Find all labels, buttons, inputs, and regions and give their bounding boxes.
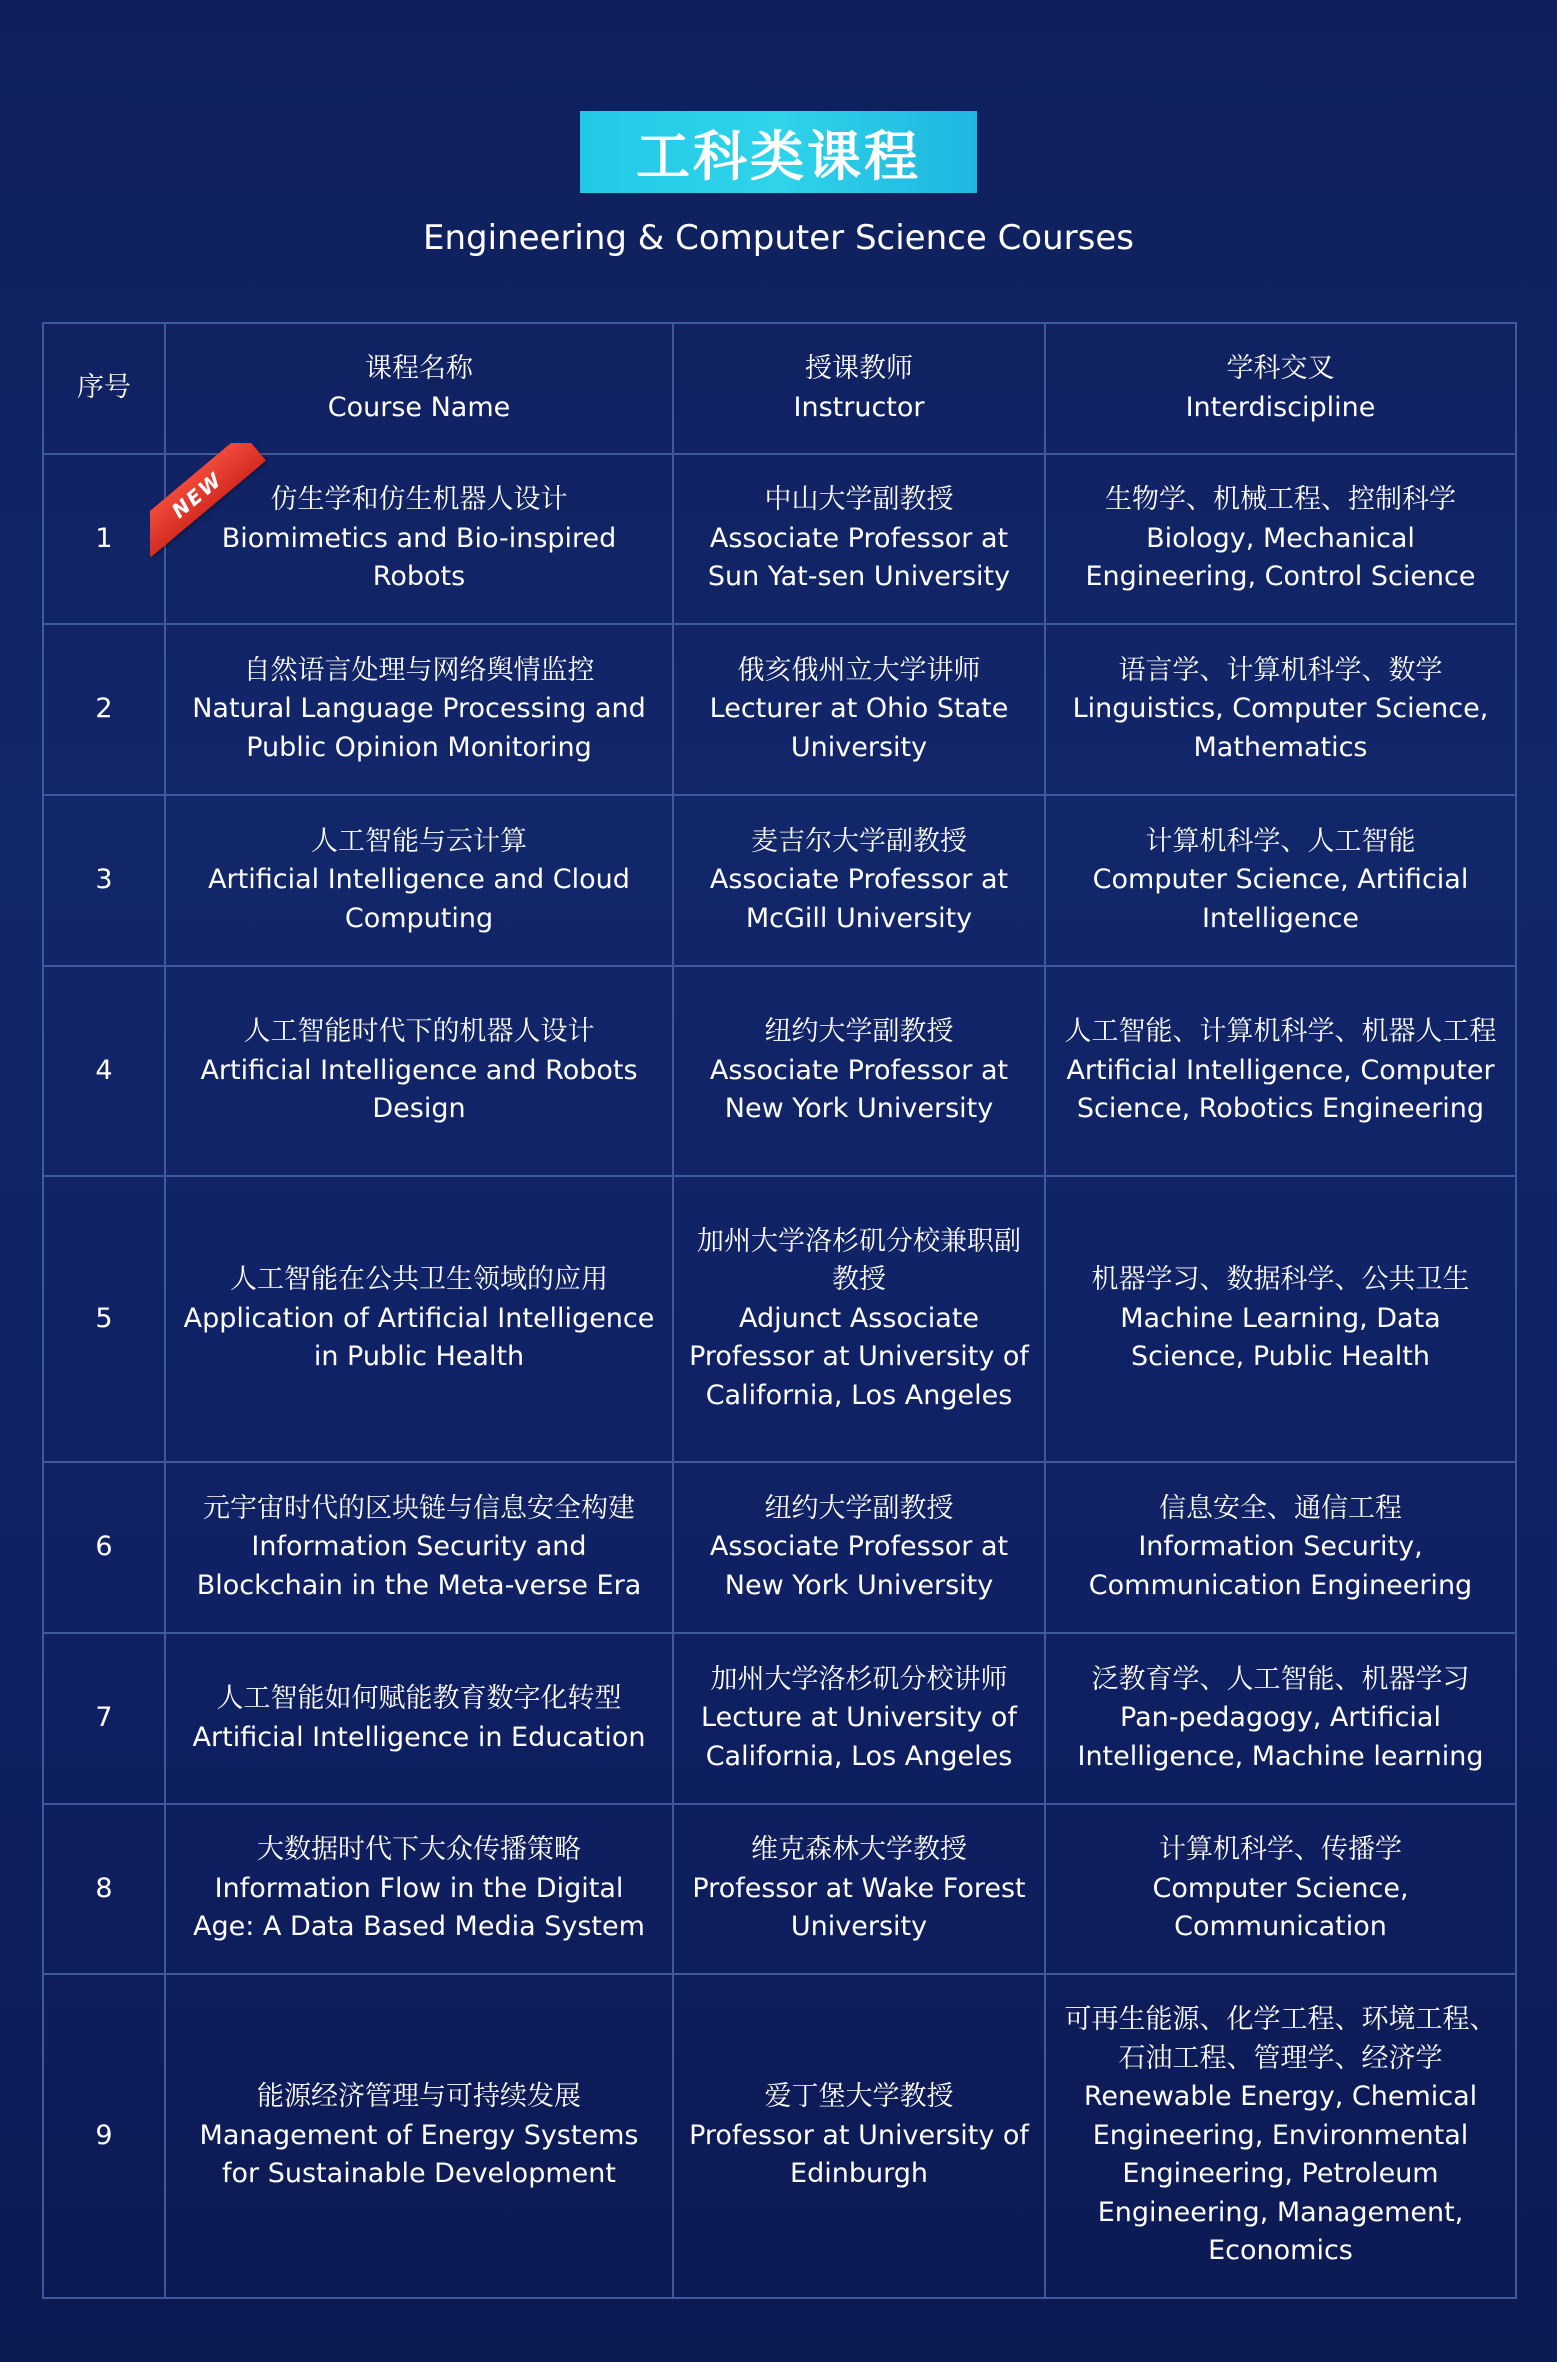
header-interdiscipline: 学科交叉 Interdiscipline [1045, 323, 1516, 454]
table-row [43, 966, 1516, 1176]
course-name-cell: 人工智能时代下的机器人设计 Artificial Intelligence and Robots Design [165, 966, 673, 1176]
course-name-cell: 自然语言处理与网络舆情监控 Natural Language Processing and Public Opinion Monitoring [165, 624, 673, 795]
row-number: 6 [43, 1462, 165, 1633]
row-number: 8 [43, 1804, 165, 1974]
table-row [43, 1462, 1516, 1633]
interdiscipline-cell: 生物学、机械工程、控制科学 Biology, Mechanical Engineering, Control Science [1045, 454, 1516, 624]
table-row [43, 795, 1516, 966]
course-name-cell: 元宇宙时代的区块链与信息安全构建 Information Security and Blockchain in the Meta-verse Era [165, 1462, 673, 1633]
header-course-name: 课程名称 Course Name [165, 323, 673, 454]
course-name-cell: 人工智能在公共卫生领域的应用 Application of Artificial Intelligence in Public Health [165, 1176, 673, 1462]
row-number: 3 [43, 795, 165, 966]
course-name-cell: 仿生学和仿生机器人设计 Biomimetics and Bio-inspired Robots [165, 454, 673, 624]
instructor-cell: 维克森林大学教授 Professor at Wake Forest University [673, 1804, 1045, 1974]
interdiscipline-cell: 计算机科学、人工智能 Computer Science, Artificial Intelligence [1045, 795, 1516, 966]
instructor-cell: 爱丁堡大学教授 Professor at University of Edinburgh [673, 1974, 1045, 2298]
row-number: 4 [43, 966, 165, 1176]
instructor-cell: 俄亥俄州立大学讲师 Lecturer at Ohio State University [673, 624, 1045, 795]
table-row [43, 1633, 1516, 1804]
course-table [42, 322, 1517, 2299]
row-number: 1 [43, 454, 165, 624]
row-number: 2 [43, 624, 165, 795]
interdiscipline-cell: 语言学、计算机科学、数学 Linguistics, Computer Science, Mathematics [1045, 624, 1516, 795]
instructor-cell: 纽约大学副教授 Associate Professor at New York University [673, 1462, 1045, 1633]
instructor-cell: 加州大学洛杉矶分校讲师 Lecture at University of California, Los Angeles [673, 1633, 1045, 1804]
page-subtitle: Engineering & Computer Science Courses [423, 218, 1134, 258]
table-row [43, 454, 1516, 624]
course-name-cell: 能源经济管理与可持续发展 Management of Energy Systems for Sustainable Development [165, 1974, 673, 2298]
interdiscipline-cell: 泛教育学、人工智能、机器学习 Pan-pedagogy, Artificial Intelligence, Machine learning [1045, 1633, 1516, 1804]
row-number: 7 [43, 1633, 165, 1804]
table-row [43, 1176, 1516, 1462]
interdiscipline-cell: 可再生能源、化学工程、环境工程、石油工程、管理学、经济学 Renewable Energy, Chemical Engineering, Environmental Engineering, Petroleum Engineering, Management, Economics [1045, 1974, 1516, 2298]
instructor-cell: 加州大学洛杉矶分校兼职副教授 Adjunct Associate Professor at University of California, Los Angeles [673, 1176, 1045, 1462]
page-title-badge [580, 111, 977, 193]
table-row [43, 624, 1516, 795]
interdiscipline-cell: 人工智能、计算机科学、机器人工程 Artificial Intelligence, Computer Science, Robotics Engineering [1045, 966, 1516, 1176]
table-row [43, 1974, 1516, 2298]
header-num: 序号 [43, 323, 165, 454]
page-title: 工科类课程 [636, 124, 921, 188]
table-row [43, 1804, 1516, 1974]
row-number: 5 [43, 1176, 165, 1462]
interdiscipline-cell: 信息安全、通信工程 Information Security, Communication Engineering [1045, 1462, 1516, 1633]
course-name-cell: 大数据时代下大众传播策略 Information Flow in the Digital Age: A Data Based Media System [165, 1804, 673, 1974]
instructor-cell: 纽约大学副教授 Associate Professor at New York University [673, 966, 1045, 1176]
instructor-cell: 麦吉尔大学副教授 Associate Professor at McGill University [673, 795, 1045, 966]
interdiscipline-cell: 计算机科学、传播学 Computer Science, Communication [1045, 1804, 1516, 1974]
interdiscipline-cell: 机器学习、数据科学、公共卫生 Machine Learning, Data Science, Public Health [1045, 1176, 1516, 1462]
course-name-cell: 人工智能如何赋能教育数字化转型 Artificial Intelligence in Education [165, 1633, 673, 1804]
course-name-cell: 人工智能与云计算 Artificial Intelligence and Cloud Computing [165, 795, 673, 966]
header-instructor: 授课教师 Instructor [673, 323, 1045, 454]
table-header-row [43, 323, 1516, 454]
new-badge-label: NEW [150, 443, 266, 557]
row-number: 9 [43, 1974, 165, 2298]
instructor-cell: 中山大学副教授 Associate Professor at Sun Yat-sen University [673, 454, 1045, 624]
